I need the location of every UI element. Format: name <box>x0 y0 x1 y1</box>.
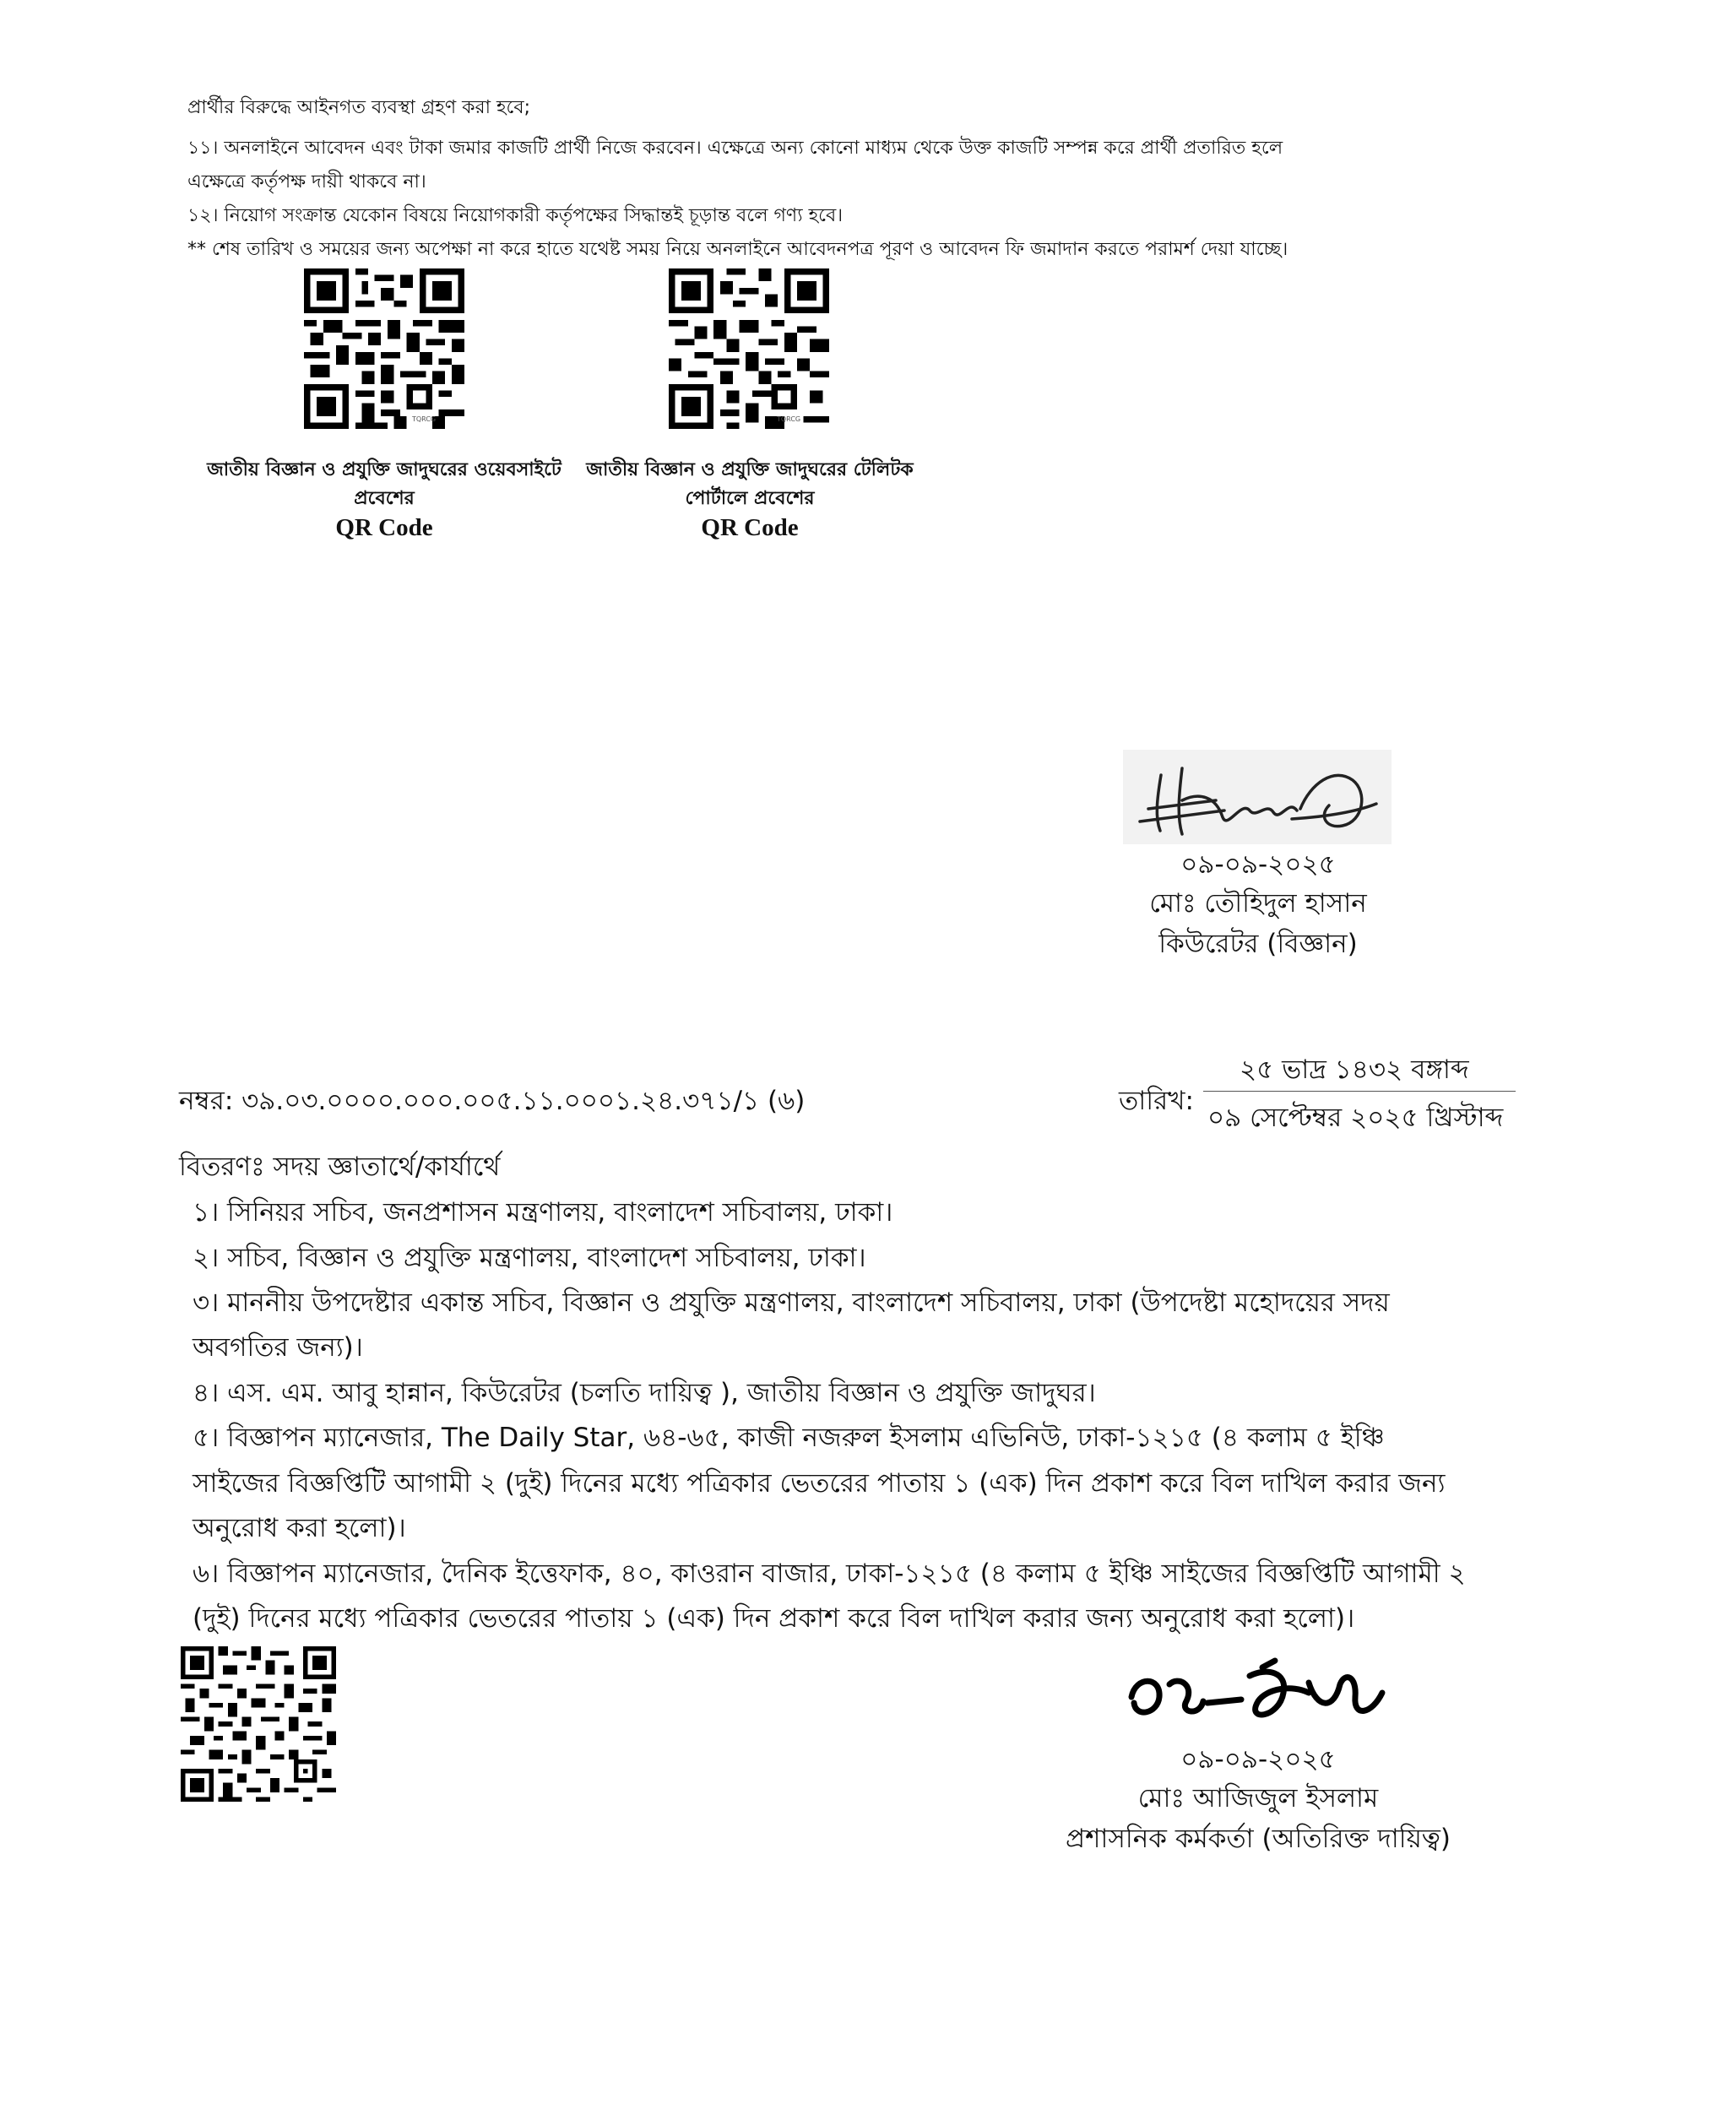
signature-1-date: ০৯-০৯-২০২৫ <box>1180 849 1336 880</box>
distribution-item-5b: সাইজের বিজ্ঞপ্তিটি আগামী ২ (দুই) দিনের মধ্যে পত্রিকার ভেতরের পাতায় ১ (এক) দিন প্রকাশ করে বিল দাখিল করার জন্য <box>193 1468 1446 1499</box>
signature-image-2 <box>1119 1651 1397 1743</box>
qr-caption-teletalk-label: QR Code <box>701 514 799 541</box>
qr-caption-website-label: QR Code <box>335 514 433 541</box>
memo-date-english: ০৯ সেপ্টেম্বর ২০২৫ খ্রিস্টাব্দ <box>1207 1103 1504 1133</box>
qr-code-teletalk <box>669 268 829 429</box>
signature-2-name: মোঃ আজিজুল ইসলাম <box>1137 1783 1379 1814</box>
memo-number: নম্বর: ৩৯.০৩.০০০০.০০০.০০৫.১১.০০০১.২৪.৩৭১/১ (৬) <box>179 1086 806 1116</box>
distribution-item-5c: অনুরোধ করা হলো)। <box>193 1513 406 1543</box>
qr-caption-website-line1: জাতীয় বিজ্ঞান ও প্রযুক্তি জাদুঘরের ওয়েবসাইটে <box>207 459 561 480</box>
note-line-0: প্রার্থীর বিরুদ্ধে আইনগত ব্যবস্থা গ্রহণ করা হবে; <box>187 97 531 118</box>
distribution-item-5a: ৫। বিজ্ঞাপন ম্যানেজার, The Daily Star, ৬৪-৬৫, কাজী নজরুল ইসলাম এভিনিউ, ঢাকা-১২১৫ (৪ কলাম ৫ ইঞ্চি <box>193 1423 1385 1453</box>
qr-brand-2: TQRCG <box>777 415 801 423</box>
note-line-advice: ** শেষ তারিখ ও সময়ের জন্য অপেক্ষা না করে হাতে যথেষ্ট সময় নিয়ে অনলাইনে আবেদনপত্র পূরণ ও আবেদন ফি জমাদান করতে পরামর্শ দেয়া যাচ্ছে। <box>187 239 1288 260</box>
qr-caption-website-line2: প্রবেশের <box>354 488 415 509</box>
qr-code-document <box>181 1646 336 1802</box>
qr-caption-website <box>190 456 578 542</box>
distribution-item-6b: (দুই) দিনের মধ্যে পত্রিকার ভেতরের পাতায় ১ (এক) দিন প্রকাশ করে বিল দাখিল করার জন্য অনুরোধ করা হলো)। <box>193 1603 1355 1634</box>
signature-2-date: ০৯-০৯-২০২৫ <box>1180 1744 1336 1775</box>
distribution-item-4: ৪। এস. এম. আবু হান্নান, কিউরেটর (চলতি দায়িত্ব ), জাতীয় বিজ্ঞান ও প্রযুক্তি জাদুঘর। <box>193 1378 1096 1408</box>
signature-block-2 <box>1039 1739 1478 1862</box>
distribution-heading: বিতরণঃ সদয় জ্ঞাতার্থে/কার্যার্থে <box>179 1152 501 1182</box>
signature-block-1 <box>1064 844 1452 968</box>
qr-code-website <box>304 268 464 429</box>
date-divider <box>1203 1091 1516 1092</box>
note-line-11b: এক্ষেত্রে কর্তৃপক্ষ দায়ী থাকবে না। <box>187 171 426 192</box>
memo-date-label: তারিখ: <box>1119 1086 1194 1116</box>
signature-1-designation: কিউরেটর (বিজ্ঞান) <box>1158 929 1358 959</box>
qr-caption-teletalk-line1: জাতীয় বিজ্ঞান ও প্রযুক্তি জাদুঘরের টেলিটক <box>586 459 914 480</box>
distribution-item-2: ২। সচিব, বিজ্ঞান ও প্রযুক্তি মন্ত্রণালয়, বাংলাদেশ সচিবালয়, ঢাকা। <box>193 1243 866 1273</box>
signature-2-designation: প্রশাসনিক কর্মকর্তা (অতিরিক্ত দায়িত্ব) <box>1065 1824 1451 1854</box>
distribution-item-6a: ৬। বিজ্ঞাপন ম্যানেজার, দৈনিক ইত্তেফাক, ৪০, কাওরান বাজার, ঢাকা-১২১৫ (৪ কলাম ৫ ইঞ্চি সাইজের বিজ্ঞপ্তিটি আগামী ২ <box>193 1559 1466 1589</box>
qr-caption-teletalk <box>556 456 944 542</box>
memo-date-bangla: ২৫ ভাদ্র ১৪৩২ বঙ্গাব্দ <box>1240 1054 1469 1085</box>
distribution-item-1: ১। সিনিয়র সচিব, জনপ্রশাসন মন্ত্রণালয়, বাংলাদেশ সচিবালয়, ঢাকা। <box>193 1197 893 1228</box>
distribution-item-3b: অবগতির জন্য)। <box>193 1332 363 1363</box>
note-line-12: ১২। নিয়োগ সংক্রান্ত যেকোন বিষয়ে নিয়োগকারী কর্তৃপক্ষের সিদ্ধান্তই চূড়ান্ত বলে গণ্য হবে। <box>187 205 844 226</box>
signature-1-name: মোঃ তৌহিদুল হাসান <box>1149 888 1367 919</box>
note-line-11a: ১১। অনলাইনে আবেদন এবং টাকা জমার কাজটি প্রার্থী নিজে করবেন। এক্ষেত্রে অন্য কোনো মাধ্যম থেকে উক্ত কাজটি সম্পন্ন করে প্রার্থী প্রতারিত হলে <box>187 138 1283 159</box>
qr-caption-teletalk-line2: পোর্টালে প্রবেশের <box>685 488 815 509</box>
distribution-item-3a: ৩। মাননীয় উপদেষ্টার একান্ত সচিব, বিজ্ঞান ও প্রযুক্তি মন্ত্রণালয়, বাংলাদেশ সচিবালয়, ঢাকা (উপদেষ্টা মহোদয়ের সদয় <box>193 1288 1390 1318</box>
signature-image-1 <box>1123 750 1392 844</box>
qr-brand-1: TQRCG <box>412 415 437 423</box>
